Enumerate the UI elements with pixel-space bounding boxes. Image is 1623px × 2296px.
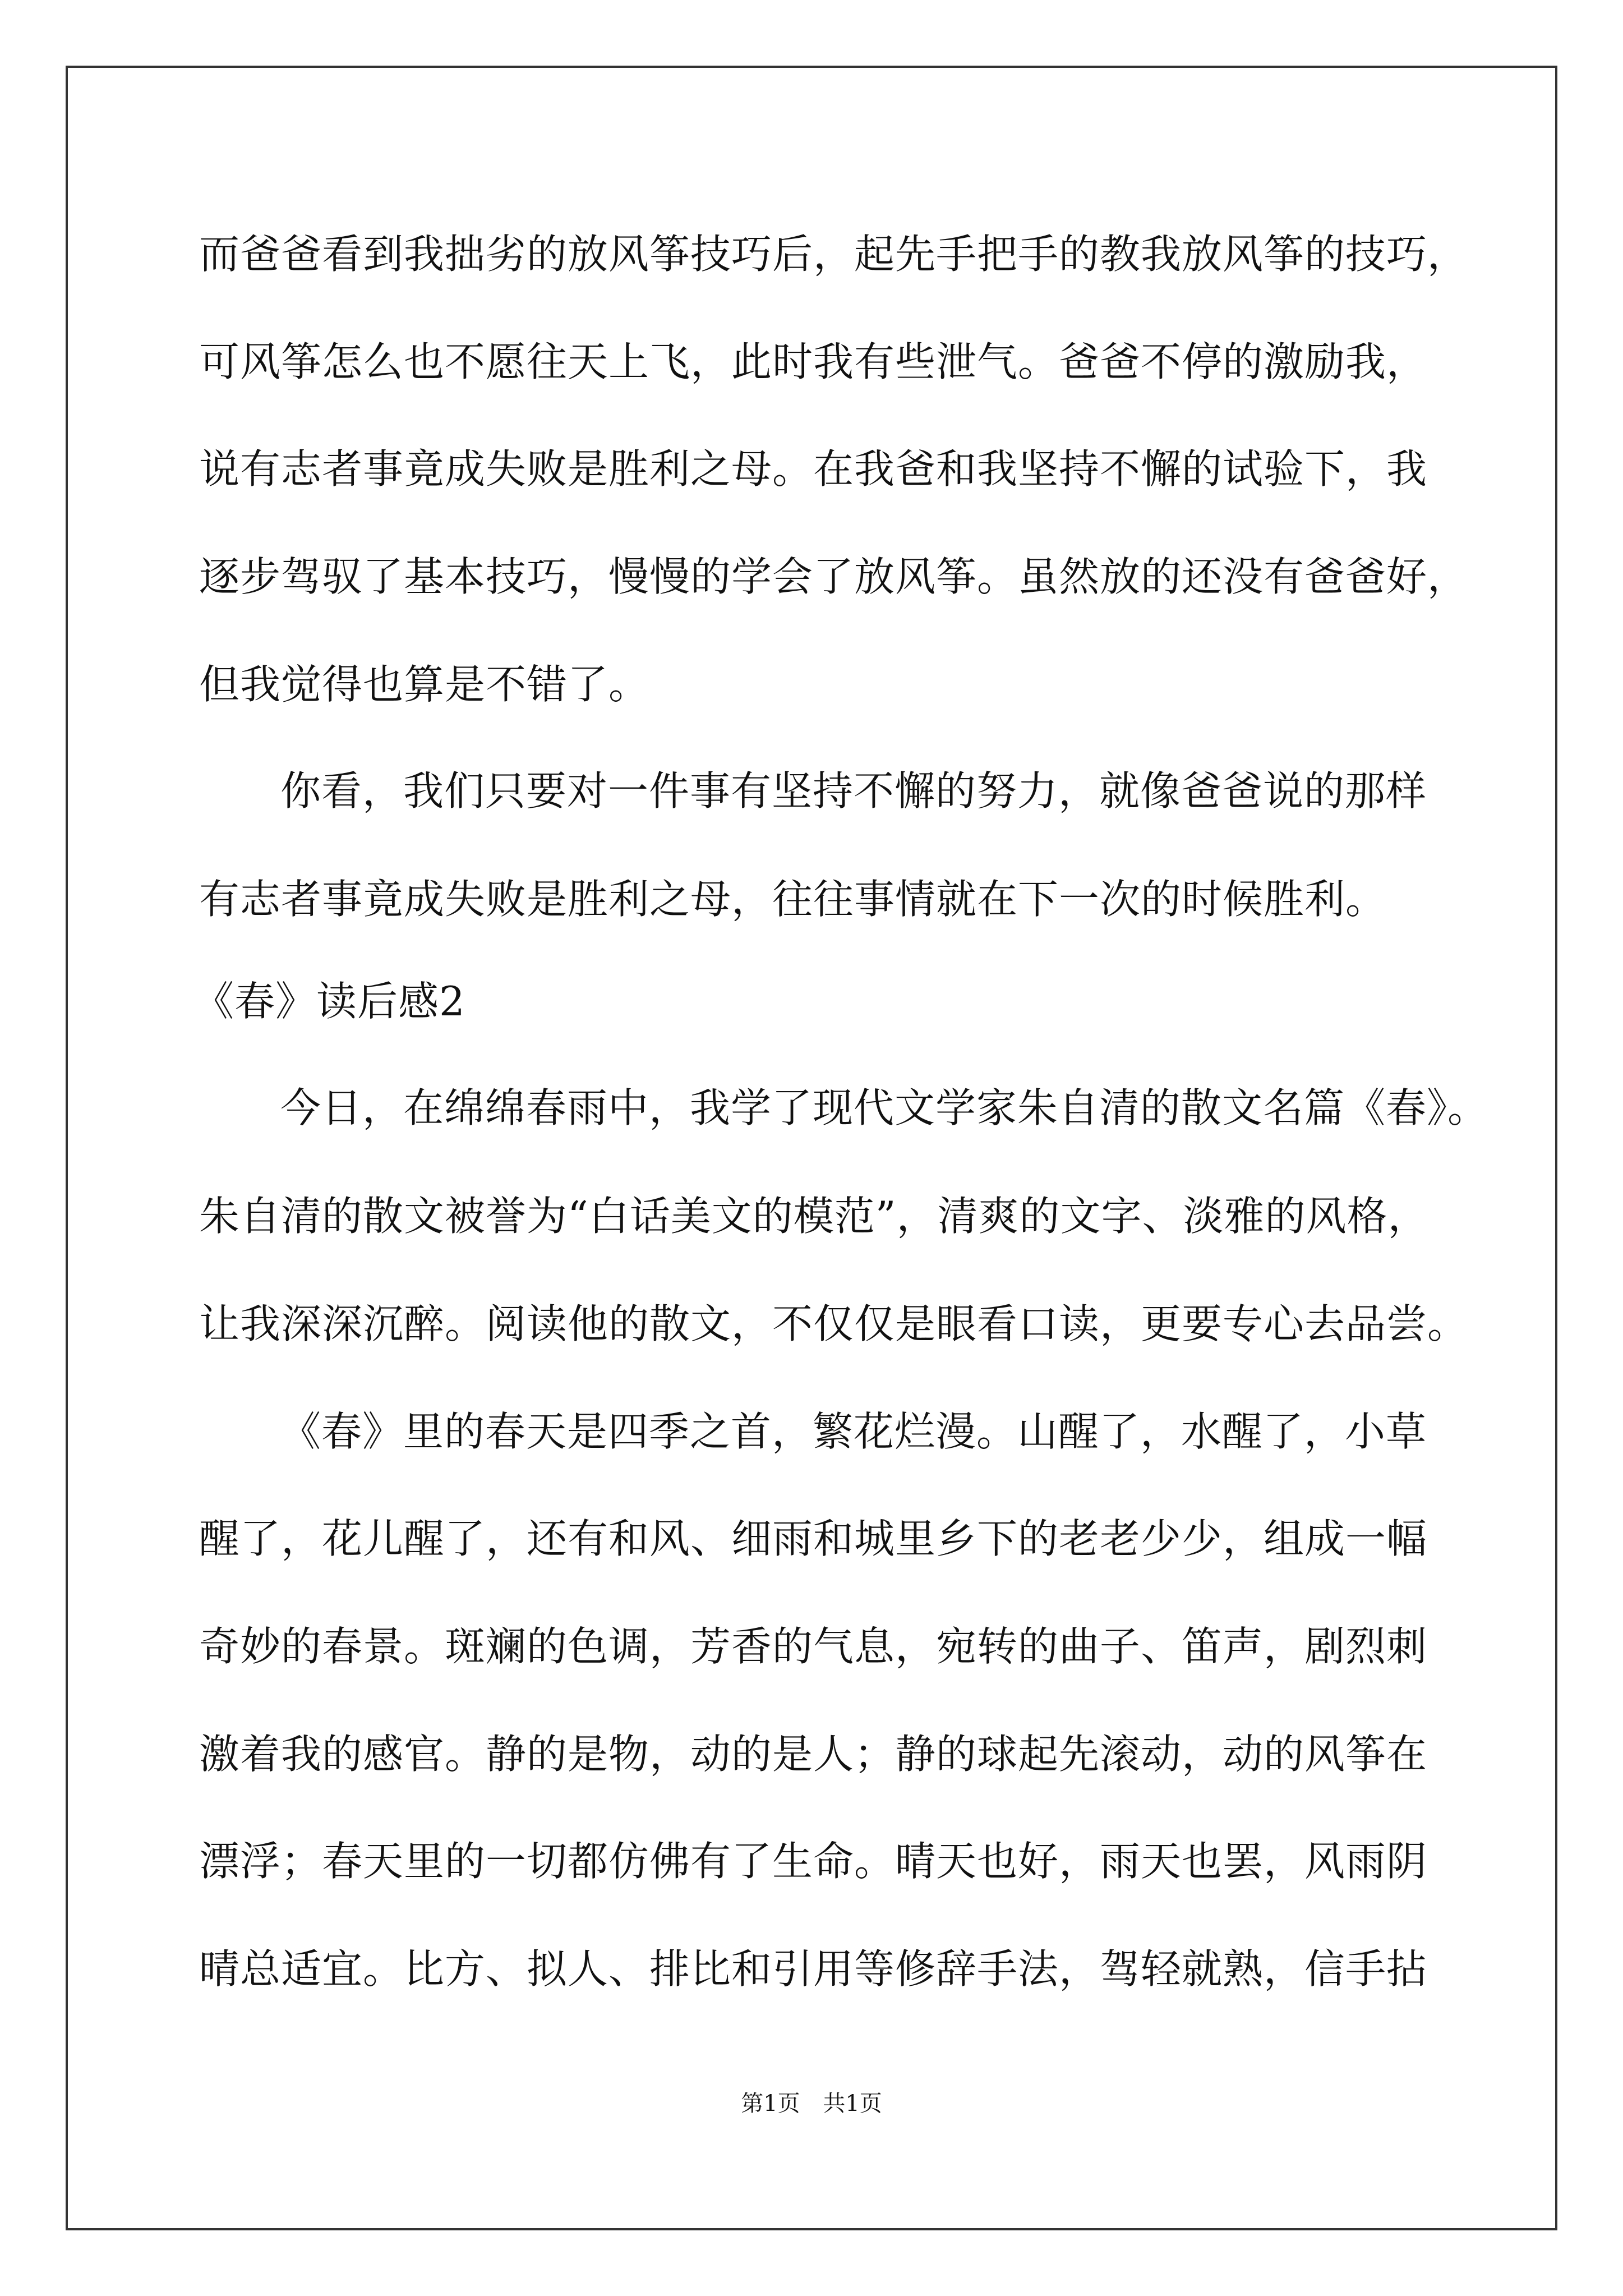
text-line: 奇妙的春景。斑斓的色调，芳香的气息，宛转的曲子、笛声，剧烈刺 <box>199 1623 1428 1670</box>
text-line: 说有志者事竟成失败是胜利之母。在我爸和我坚持不懈的试验下，我 <box>199 445 1428 493</box>
page-border <box>66 66 1557 2230</box>
text-line: 逐步驾驭了基本技巧，慢慢的学会了放风筝。虽然放的还没有爸爸好， <box>199 553 1469 600</box>
text-line: 晴总适宜。比方、拟人、排比和引用等修辞手法，驾轻就熟，信手拈 <box>199 1945 1428 1993</box>
text-line: 朱自清的散文被誉为“白话美文的模范”，清爽的文字、淡雅的风格， <box>199 1193 1429 1240</box>
text-line: 有志者事竟成失败是胜利之母，往往事情就在下一次的时候胜利。 <box>199 876 1387 923</box>
page-footer <box>0 2088 1623 2119</box>
paragraph-start-line: 《春》里的春天是四季之首，繁花烂漫。山醒了，水醒了，小草 <box>280 1408 1427 1455</box>
text-line: 而爸爸看到我拙劣的放风筝技巧后，起先手把手的教我放风筝的技巧， <box>199 231 1469 278</box>
text-line: 醒了，花儿醒了，还有和风、细雨和城里乡下的老老少少，组成一幅 <box>199 1515 1428 1562</box>
paragraph-start-line: 你看，我们只要对一件事有坚持不懈的努力，就像爸爸说的那样 <box>280 767 1427 815</box>
text-line: 但我觉得也算是不错了。 <box>199 661 650 708</box>
text-line: 让我深深沉醉。阅读他的散文，不仅仅是眼看口读，更要专心去品尝。 <box>199 1300 1469 1347</box>
page-total: 共1页 <box>823 2091 882 2116</box>
text-line: 漂浮；春天里的一切都仿佛有了生命。晴天也好，雨天也罢，风雨阴 <box>199 1838 1428 1885</box>
text-line: 可风筝怎么也不愿往天上飞，此时我有些泄气。爸爸不停的激励我， <box>199 338 1428 385</box>
paragraph-start-line: 今日，在绵绵春雨中，我学了现代文学家朱自清的散文名篇《春》。 <box>280 1084 1489 1131</box>
section-heading: 《春》读后感2 <box>193 978 465 1025</box>
page-number: 第1页 <box>741 2091 800 2116</box>
text-line: 激着我的感官。静的是物，动的是人；静的球起先滚动，动的风筝在 <box>199 1731 1428 1778</box>
